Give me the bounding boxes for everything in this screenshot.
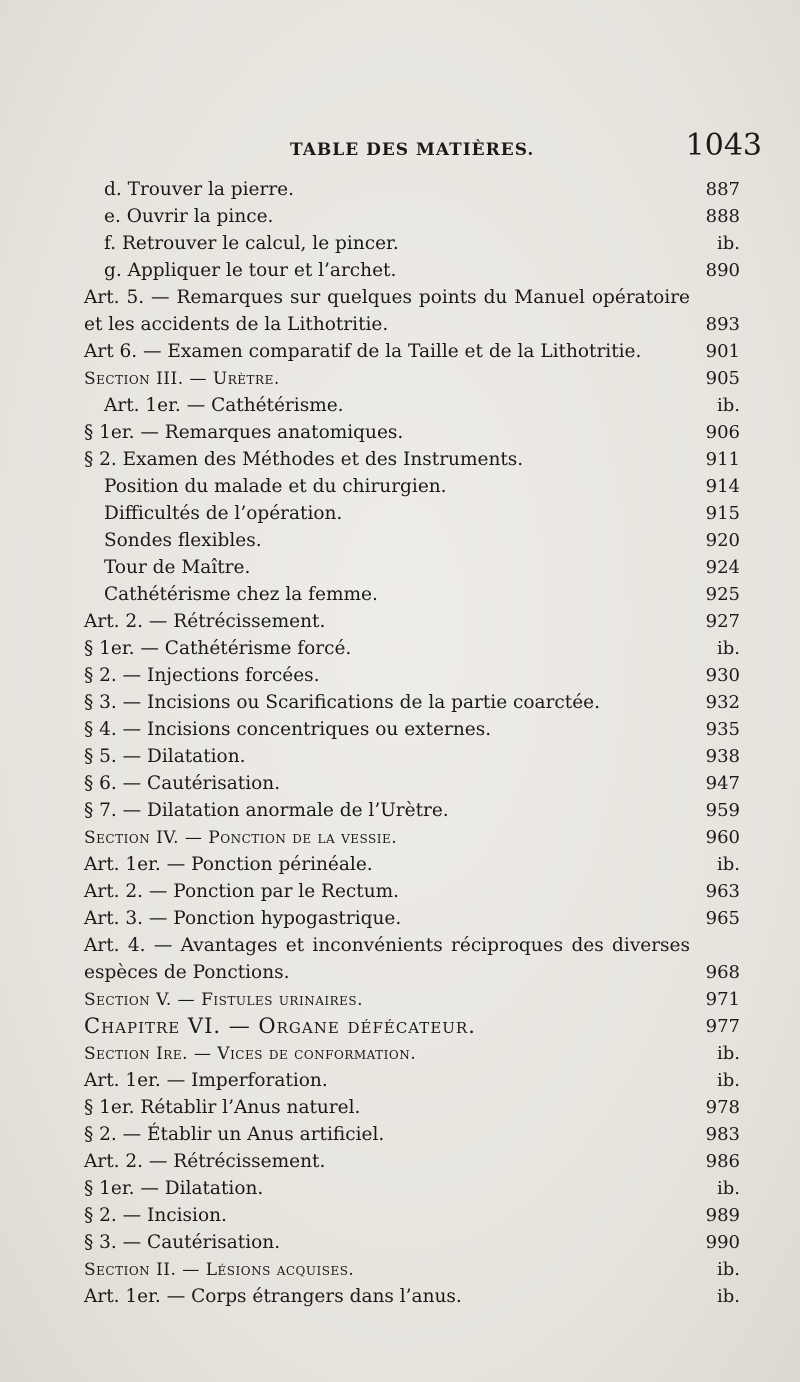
toc-entry [84,581,740,608]
toc-entry-page: 890 [705,260,740,281]
toc-entry-title: Art. 1er. — Cathétérisme. [104,395,344,416]
toc-entry-title: Position du malade et du chirurgien. [104,476,447,497]
toc-entry-page: 906 [705,422,740,443]
toc-entry-title: Art. 2. — Rétrécissement. [84,1151,326,1172]
toc-entry-title: f. Retrouver le calcul, le pincer. [104,233,399,254]
toc-entry-page: 938 [705,746,740,767]
toc-entry-title: § 1er. Rétablir l’Anus naturel. [84,1097,361,1118]
toc-entry [84,446,740,473]
toc-entry-page: ib. [716,638,740,659]
toc-entry [84,851,740,878]
toc-entry [84,1040,740,1067]
toc-entry-page: 947 [705,773,740,794]
toc-entry-page: ib. [716,1286,740,1307]
toc-entry-title: d. Trouver la pierre. [104,179,295,200]
toc-entry [84,635,740,662]
running-title: TABLE DES MATIÈRES. [290,140,535,160]
toc-entry-title: Tour de Maître. [104,557,251,578]
toc-entry [84,419,740,446]
toc-entry [84,1013,740,1040]
toc-entry-page: 915 [705,503,740,524]
toc-entry-title: Section II. — Lésions acquises. [84,1260,355,1280]
toc-entry-page: 914 [705,476,740,497]
toc-entry [84,1094,740,1121]
toc-entry-page: 920 [705,530,740,551]
toc-entry [84,986,740,1013]
toc-entry [84,662,740,689]
toc-entry-page: 905 [705,368,740,389]
toc-entry-title: Art. 2. — Rétrécissement. [84,611,326,632]
toc-entry-title: § 5. — Dilatation. [84,746,246,767]
toc-entry [84,1067,740,1094]
toc-entry-page: ib. [716,1043,740,1064]
toc-entry-title: Section III. — Urètre. [84,369,280,389]
toc-entry-page: 978 [705,1097,740,1118]
toc-entry-page: ib. [716,854,740,875]
toc-entry [84,1202,740,1229]
toc-entry-title: Difficultés de l’opération. [104,503,343,524]
toc-entry-title: § 1er. — Cathétérisme forcé. [84,638,352,659]
toc-entry-title: § 2. — Injections forcées. [84,665,320,686]
toc-entry-page: ib. [716,395,740,416]
toc-entry-title: Art. 2. — Ponction par le Rectum. [84,881,400,902]
toc-entry [84,878,740,905]
toc-entry [84,365,740,392]
toc-entry [84,824,740,851]
toc-entry [84,608,740,635]
toc-entry [84,770,740,797]
toc-entry-page: 893 [705,314,740,335]
toc-entry-page: 971 [705,989,740,1010]
toc-entry [84,284,740,338]
toc-entry [84,1175,740,1202]
toc-entry [84,392,740,419]
table-of-contents [84,176,740,1310]
toc-entry-title: Art. 1er. — Corps étrangers dans l’anus. [84,1286,462,1307]
toc-entry-page: 983 [705,1124,740,1145]
toc-entry-title: g. Appliquer le tour et l’archet. [104,260,397,281]
toc-entry-page: 924 [705,557,740,578]
toc-entry [84,932,740,986]
toc-entry [84,1121,740,1148]
toc-entry-page: 930 [705,665,740,686]
toc-entry-title: Section IV. — Ponction de la vessie. [84,828,398,848]
toc-entry-title: Art. 4. — Avantages et inconvénients réciproques des diverses espèces de Ponctions. [84,935,690,983]
toc-entry [84,257,740,284]
toc-entry-page: 960 [705,827,740,848]
toc-entry-title: § 1er. — Dilatation. [84,1178,264,1199]
page-number: 1043 [685,128,762,163]
toc-entry-title: Chapitre VI. — Organe défécateur. [84,1014,476,1038]
toc-entry-page: ib. [716,233,740,254]
toc-entry-page: 963 [705,881,740,902]
toc-entry [84,905,740,932]
toc-entry-page: 911 [705,449,740,470]
toc-entry-title: Art. 5. — Remarques sur quelques points du Manuel opératoire et les accidents de la Lithotritie. [84,287,690,335]
toc-entry [84,1229,740,1256]
toc-entry-page: 901 [705,341,740,362]
toc-entry-title: Cathétérisme chez la femme. [104,584,378,605]
toc-entry-page: 888 [705,206,740,227]
toc-entry [84,554,740,581]
toc-entry-title: § 6. — Cautérisation. [84,773,281,794]
toc-entry-title: § 2. — Établir un Anus artificiel. [84,1124,385,1145]
toc-entry-page: 977 [705,1016,740,1037]
toc-entry [84,1148,740,1175]
toc-entry-title: § 2. Examen des Méthodes et des Instruments. [84,449,524,470]
toc-entry [84,743,740,770]
toc-entry [84,176,740,203]
page-header [0,128,800,168]
toc-entry-title: § 3. — Incisions ou Scarifications de la partie coarctée. [84,692,600,713]
toc-entry-page: 932 [705,692,740,713]
toc-entry-page: ib. [716,1259,740,1280]
toc-entry-page: 990 [705,1232,740,1253]
toc-entry-title: § 1er. — Remarques anatomiques. [84,422,404,443]
toc-entry [84,1256,740,1283]
toc-entry-page: 986 [705,1151,740,1172]
toc-entry [84,689,740,716]
toc-entry-page: 925 [705,584,740,605]
toc-entry-title: Sondes flexibles. [104,530,262,551]
toc-entry [84,203,740,230]
toc-entry-title: Art 6. — Examen comparatif de la Taille et de la Lithotritie. [84,341,642,362]
toc-entry-title: § 2. — Incision. [84,1205,227,1226]
toc-entry [84,527,740,554]
toc-entry-title: Art. 1er. — Imperforation. [84,1070,328,1091]
toc-entry-title: § 7. — Dilatation anormale de l’Urètre. [84,800,449,821]
toc-entry-page: 989 [705,1205,740,1226]
toc-entry [84,797,740,824]
toc-entry-title: Art. 3. — Ponction hypogastrique. [84,908,402,929]
toc-entry-page: 935 [705,719,740,740]
toc-entry-page: 887 [705,179,740,200]
toc-entry-page: 927 [705,611,740,632]
toc-entry-title: § 4. — Incisions concentriques ou externes. [84,719,492,740]
toc-entry [84,230,740,257]
toc-entry [84,500,740,527]
toc-entry-title: Section V. — Fistules urinaires. [84,990,364,1010]
toc-entry-page: 965 [705,908,740,929]
toc-entry-page: ib. [716,1070,740,1091]
toc-entry-title: Art. 1er. — Ponction périnéale. [84,854,373,875]
toc-entry-title: e. Ouvrir la pince. [104,206,274,227]
toc-entry [84,473,740,500]
toc-entry [84,716,740,743]
toc-entry-page: 968 [705,962,740,983]
toc-entry-page: ib. [716,1178,740,1199]
toc-entry-title: § 3. — Cautérisation. [84,1232,281,1253]
toc-entry-page: 959 [705,800,740,821]
toc-entry [84,338,740,365]
toc-entry-title: Section Ire. — Vices de conformation. [84,1044,417,1064]
toc-entry [84,1283,740,1310]
